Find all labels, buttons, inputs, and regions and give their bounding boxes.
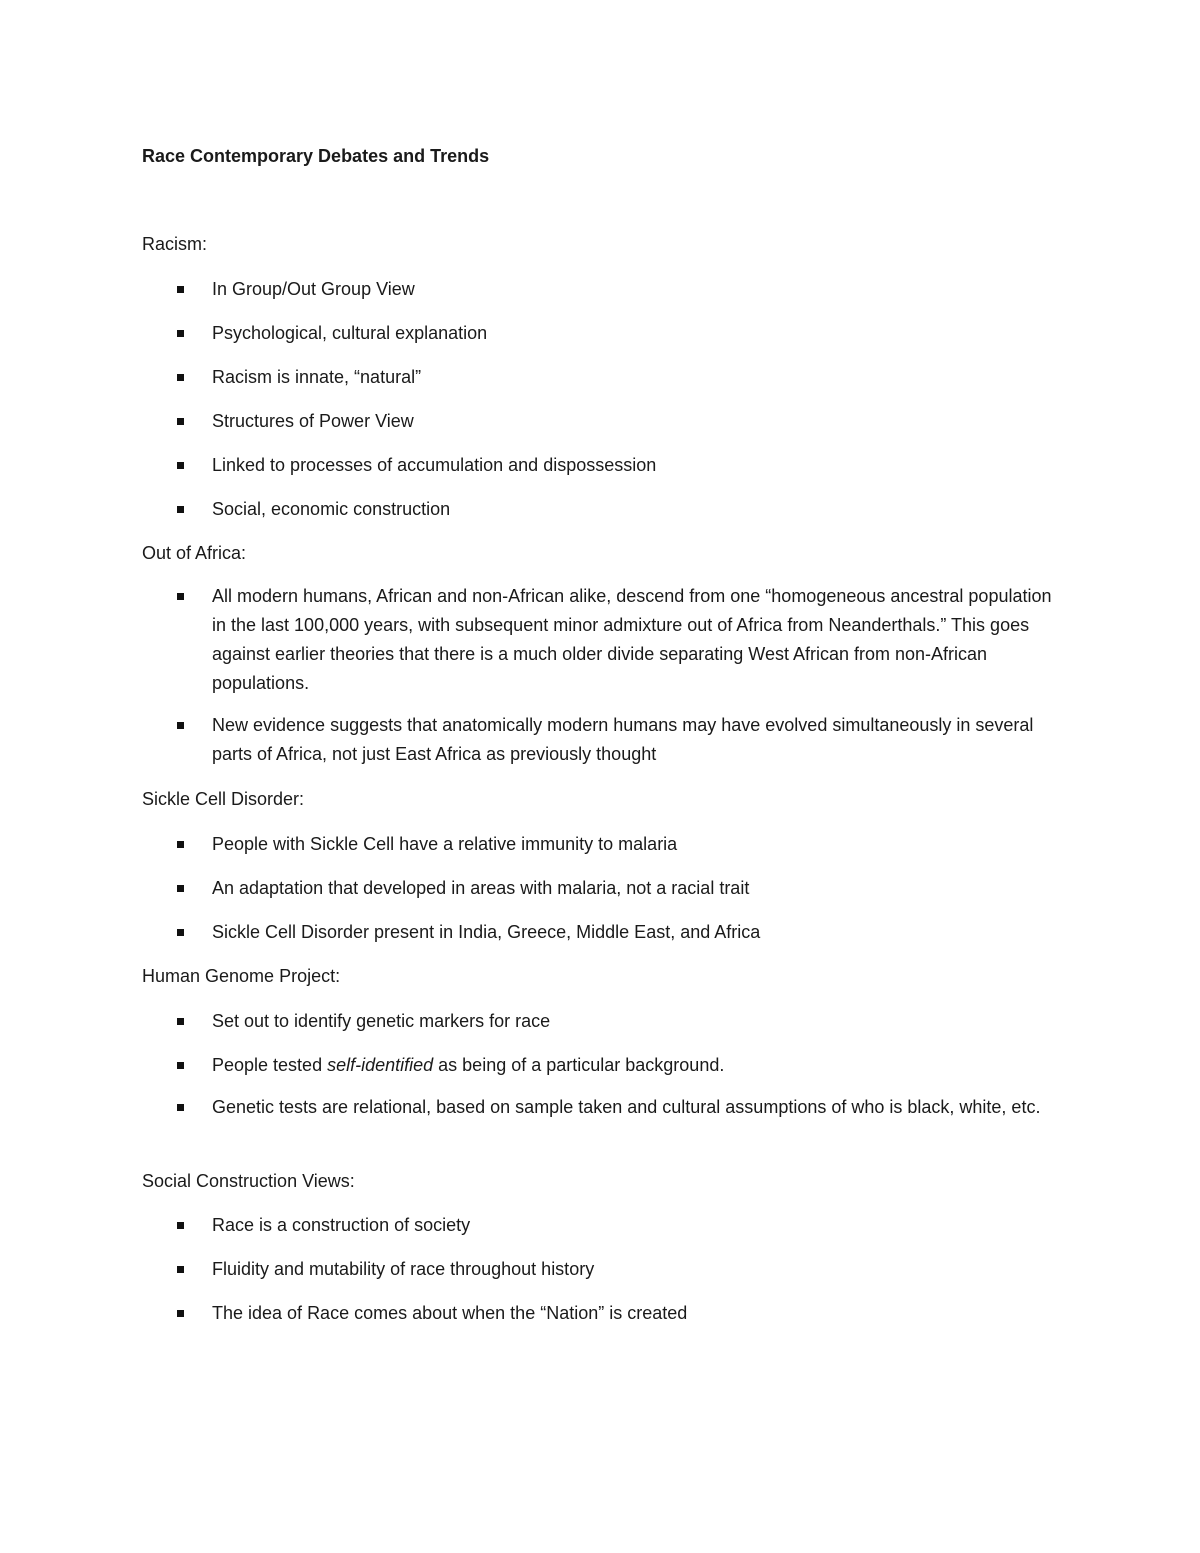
- list-item: [174, 582, 1054, 698]
- list-item-text: The idea of Race comes about when the “Nation” is created: [212, 1303, 688, 1323]
- bullet-icon: [177, 286, 184, 293]
- list-item: [174, 1053, 1054, 1077]
- list-item: [174, 409, 1054, 433]
- list-item-text: Racism is innate, “natural”: [212, 367, 422, 387]
- list-item: [174, 832, 1054, 856]
- list-item-text: All modern humans, African and non-African alike, descend from one “homogeneous ancestral population in the last 100,000 years, with subsequent minor admixture out of Africa from Neanderthals.” This goes against earlier theories that there is a much older divide separating West African from non-African populations.: [212, 586, 1052, 693]
- list-item: [174, 1213, 1054, 1237]
- document-title: Race Contemporary Debates and Trends: [142, 146, 490, 166]
- section-heading-racism: Racism:: [142, 234, 208, 254]
- list-item: [174, 453, 1054, 477]
- bullet-icon: [177, 722, 184, 729]
- bullet-icon: [177, 1062, 184, 1069]
- bullet-icon: [177, 1310, 184, 1317]
- list-item: [174, 1257, 1054, 1281]
- section-heading-sickle-cell: Sickle Cell Disorder:: [142, 789, 305, 809]
- list-item: [174, 321, 1054, 345]
- list-item-text-before: People tested: [212, 1055, 328, 1075]
- bullet-icon: [177, 1222, 184, 1229]
- list-item: [174, 876, 1054, 900]
- list-item-text: New evidence suggests that anatomically modern humans may have evolved simultaneously in several parts of Africa, not just East Africa as previously thought: [212, 715, 1034, 764]
- bullet-icon: [177, 462, 184, 469]
- bullet-icon: [177, 593, 184, 600]
- list-item-text: [212, 1053, 1054, 1077]
- bullet-icon: [177, 330, 184, 337]
- list-item-text: Genetic tests are relational, based on sample taken and cultural assumptions of who is black, white, etc.: [212, 1097, 1041, 1117]
- section-heading-social-construction: Social Construction Views:: [142, 1171, 355, 1191]
- list-item-text-after: as being of a particular background.: [433, 1055, 725, 1075]
- list-item: [174, 1301, 1054, 1325]
- list-item-text: In Group/Out Group View: [212, 279, 415, 299]
- list-item-text: Race is a construction of society: [212, 1215, 471, 1235]
- bullet-icon: [177, 885, 184, 892]
- list-item-text: Sickle Cell Disorder present in India, Greece, Middle East, and Africa: [212, 922, 761, 942]
- list-item-text: An adaptation that developed in areas with malaria, not a racial trait: [212, 878, 750, 898]
- list-item-text: Psychological, cultural explanation: [212, 323, 488, 343]
- list-item: [174, 277, 1054, 301]
- bullet-icon: [177, 506, 184, 513]
- bullet-icon: [177, 374, 184, 381]
- bullet-icon: [177, 1018, 184, 1025]
- list-item: [174, 497, 1054, 521]
- bullet-icon: [177, 1104, 184, 1111]
- emphasized-text: self-identified: [327, 1055, 434, 1075]
- list-item: [174, 920, 1054, 944]
- list-item-text: People with Sickle Cell have a relative immunity to malaria: [212, 834, 678, 854]
- list-item-text: Fluidity and mutability of race throughout history: [212, 1259, 595, 1279]
- list-item: [174, 711, 1054, 769]
- list-item: [174, 1093, 1054, 1122]
- bullet-icon: [177, 841, 184, 848]
- bullet-icon: [177, 418, 184, 425]
- list-item: [174, 365, 1054, 389]
- list-item-text: Structures of Power View: [212, 411, 414, 431]
- list-item-text: Set out to identify genetic markers for race: [212, 1011, 551, 1031]
- bullet-icon: [177, 1266, 184, 1273]
- section-heading-human-genome-project: Human Genome Project:: [142, 966, 341, 986]
- list-item-text: Social, economic construction: [212, 499, 451, 519]
- list-item: [174, 1009, 1054, 1033]
- bullet-icon: [177, 929, 184, 936]
- list-item-text: Linked to processes of accumulation and dispossession: [212, 455, 657, 475]
- section-heading-out-of-africa: Out of Africa:: [142, 543, 247, 563]
